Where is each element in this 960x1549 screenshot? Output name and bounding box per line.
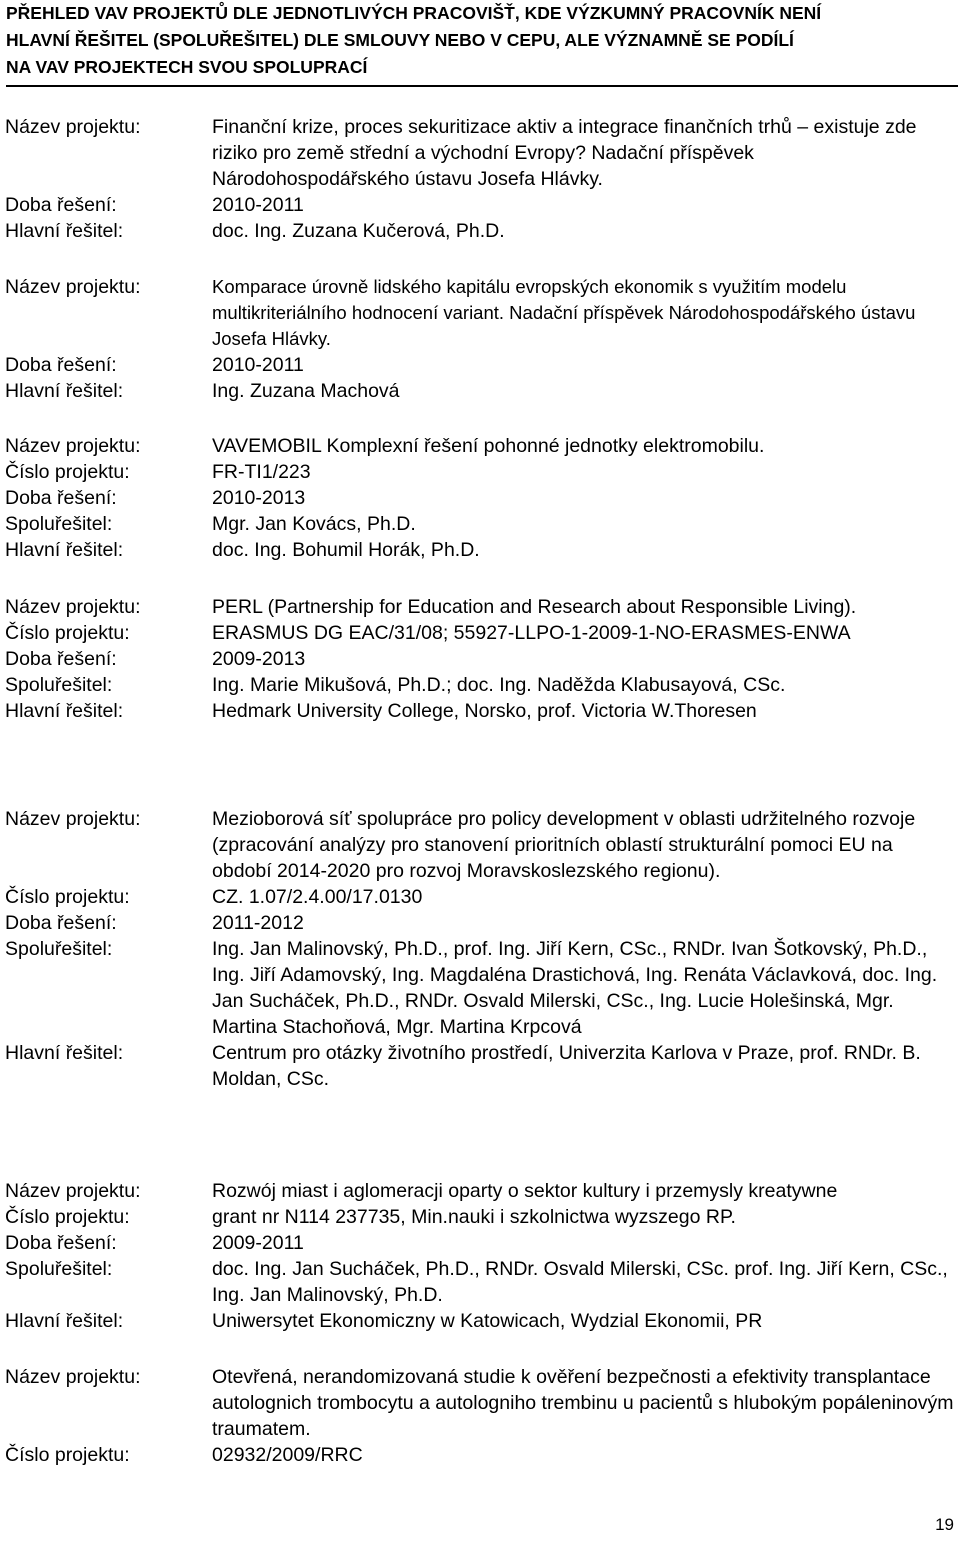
field-value: doc. Ing. Bohumil Horák, Ph.D. — [212, 539, 480, 561]
project-entry — [5, 433, 955, 563]
project-row — [5, 1308, 955, 1334]
field-label: Číslo projektu: — [5, 622, 130, 644]
project-row — [5, 537, 955, 563]
field-value: Centrum pro otázky životního prostředí, Univerzita Karlova v Praze, prof. RNDr. B. Moldan, CSc. — [212, 1042, 921, 1090]
field-label: Název projektu: — [5, 116, 141, 138]
field-label: Doba řešení: — [5, 194, 117, 216]
section-heading — [6, 0, 958, 87]
project-row — [5, 485, 955, 511]
project-row — [5, 1178, 955, 1204]
field-value: doc. Ing. Zuzana Kučerová, Ph.D. — [212, 220, 505, 242]
heading-line-2: HLAVNÍ ŘEŠITEL (SPOLUŘEŠITEL) DLE SMLOUVY NEBO V CEPU, ALE VÝZNAMNĚ SE PODÍLÍ — [6, 30, 794, 50]
field-value: 02932/2009/RRC — [212, 1444, 363, 1466]
field-value: 2010-2011 — [212, 194, 304, 216]
project-row — [5, 620, 955, 646]
field-label: Název projektu: — [5, 808, 141, 830]
field-label: Číslo projektu: — [5, 1444, 130, 1466]
page-number: 19 — [935, 1515, 954, 1534]
field-value: 2009-2013 — [212, 648, 306, 670]
project-row — [5, 218, 955, 244]
field-label: Hlavní řešitel: — [5, 380, 124, 402]
project-row — [5, 192, 955, 218]
field-label: Spoluřešitel: — [5, 938, 113, 960]
field-label: Hlavní řešitel: — [5, 539, 124, 561]
field-label: Doba řešení: — [5, 354, 117, 376]
project-row — [5, 698, 955, 724]
field-value: Ing. Zuzana Machová — [212, 380, 400, 402]
field-value: FR-TI1/223 — [212, 461, 311, 483]
field-label: Spoluřešitel: — [5, 513, 113, 535]
project-entry — [5, 806, 955, 1092]
field-value: doc. Ing. Jan Sucháček, Ph.D., RNDr. Osvald Milerski, CSc. prof. Ing. Jiří Kern, CSc., Ing. Jan Malinovský, Ph.D. — [212, 1258, 948, 1306]
field-value: Hedmark University College, Norsko, prof. Victoria W.Thoresen — [212, 700, 757, 722]
project-entry — [5, 594, 955, 724]
field-value: CZ. 1.07/2.4.00/17.0130 — [212, 886, 423, 908]
project-row — [5, 378, 955, 404]
project-row — [5, 352, 955, 378]
project-row — [5, 594, 955, 620]
field-value: 2010-2011 — [212, 354, 304, 376]
field-value: Finanční krize, proces sekuritizace aktiv a integrace finančních trhů – existuje zde riziko pro země střední a východní Evropy? Nadační příspěvek Národohospodářského ústavu Josefa Hlávky. — [212, 116, 917, 190]
field-value: 2009-2011 — [212, 1232, 304, 1254]
field-value: 2011-2012 — [212, 912, 304, 934]
project-row — [5, 1256, 955, 1308]
field-value: Uniwersytet Ekonomiczny w Katowicach, Wydzial Ekonomii, PR — [212, 1310, 763, 1332]
project-row — [5, 459, 955, 485]
project-row — [5, 433, 955, 459]
field-label: Hlavní řešitel: — [5, 1042, 124, 1064]
project-row — [5, 274, 955, 352]
project-row — [5, 1364, 955, 1442]
field-label: Název projektu: — [5, 1180, 141, 1202]
project-row — [5, 806, 955, 884]
field-label: Hlavní řešitel: — [5, 700, 124, 722]
field-label: Název projektu: — [5, 1366, 141, 1388]
field-label: Hlavní řešitel: — [5, 1310, 124, 1332]
field-value: grant nr N114 237735, Min.nauki i szkolnictwa wyzszego RP. — [212, 1206, 736, 1228]
project-row — [5, 672, 955, 698]
field-value: Otevřená, nerandomizovaná studie k ověření bezpečnosti a efektivity transplantace autolognich trombocytu a autologniho trembinu u pacientů s hlubokým popáleninovým traumatem. — [212, 1366, 954, 1440]
project-row — [5, 114, 955, 192]
field-label: Hlavní řešitel: — [5, 220, 124, 242]
field-label: Doba řešení: — [5, 487, 117, 509]
field-value: ERASMUS DG EAC/31/08; 55927-LLPO-1-2009-1-NO-ERASMES-ENWA — [212, 622, 851, 644]
field-label: Číslo projektu: — [5, 886, 130, 908]
heading-line-3: NA VAV PROJEKTECH SVOU SPOLUPRACÍ — [6, 57, 368, 77]
field-label: Spoluřešitel: — [5, 674, 113, 696]
project-row — [5, 646, 955, 672]
field-label: Číslo projektu: — [5, 1206, 130, 1228]
field-value: Ing. Marie Mikušová, Ph.D.; doc. Ing. Naděžda Klabusayová, CSc. — [212, 674, 786, 696]
field-value: Mezioborová síť spolupráce pro policy development v oblasti udržitelného rozvoje (zpracování analýzy pro stanovení prioritních oblastí strukturální pomoci EU na období 2014-2020 pro rozvoj Moravskoslezského regionu). — [212, 808, 916, 882]
field-value: 2010-2013 — [212, 487, 306, 509]
heading-line-1: PŘEHLED VAV PROJEKTŮ DLE JEDNOTLIVÝCH PRACOVIŠŤ, KDE VÝZKUMNÝ PRACOVNÍK NENÍ — [6, 3, 822, 23]
project-row — [5, 884, 955, 910]
field-label: Název projektu: — [5, 435, 141, 457]
field-label: Název projektu: — [5, 276, 141, 298]
project-row — [5, 936, 955, 1040]
project-row — [5, 1442, 955, 1468]
field-value: Rozwój miast i aglomeracji oparty o sektor kultury i przemysly kreatywne — [212, 1180, 838, 1202]
project-row — [5, 1040, 955, 1092]
field-label: Doba řešení: — [5, 912, 117, 934]
project-entry — [5, 114, 955, 244]
field-value: Ing. Jan Malinovský, Ph.D., prof. Ing. Jiří Kern, CSc., RNDr. Ivan Šotkovský, Ph.D., Ing. Jiří Adamovský, Ing. Magdaléna Drastichová, Ing. Renáta Václavková, doc. Ing. Jan Sucháček, Ph.D., RNDr. Osvald Milerski, CSc., Ing. Lucie Holešinská, Mgr. Martina Stachoňová, Mgr. Martina Krpcová — [212, 938, 938, 1038]
project-row — [5, 1204, 955, 1230]
field-label: Doba řešení: — [5, 1232, 117, 1254]
field-value: VAVEMOBIL Komplexní řešení pohonné jednotky elektromobilu. — [212, 435, 765, 457]
project-row — [5, 1230, 955, 1256]
project-row — [5, 910, 955, 936]
field-label: Číslo projektu: — [5, 461, 130, 483]
project-entry — [5, 274, 955, 404]
field-value: Mgr. Jan Kovács, Ph.D. — [212, 513, 416, 535]
field-label: Spoluřešitel: — [5, 1258, 113, 1280]
project-entry — [5, 1364, 955, 1468]
field-value: PERL (Partnership for Education and Research about Responsible Living). — [212, 596, 857, 618]
project-row — [5, 511, 955, 537]
field-label: Název projektu: — [5, 596, 141, 618]
field-value: Komparace úrovně lidského kapitálu evropských ekonomik s využitím modelu multikriteriálního hodnocení variant. Nadační příspěvek Národohospodářského ústavu Josefa Hlávky. — [212, 276, 916, 349]
project-entry — [5, 1178, 955, 1334]
field-label: Doba řešení: — [5, 648, 117, 670]
